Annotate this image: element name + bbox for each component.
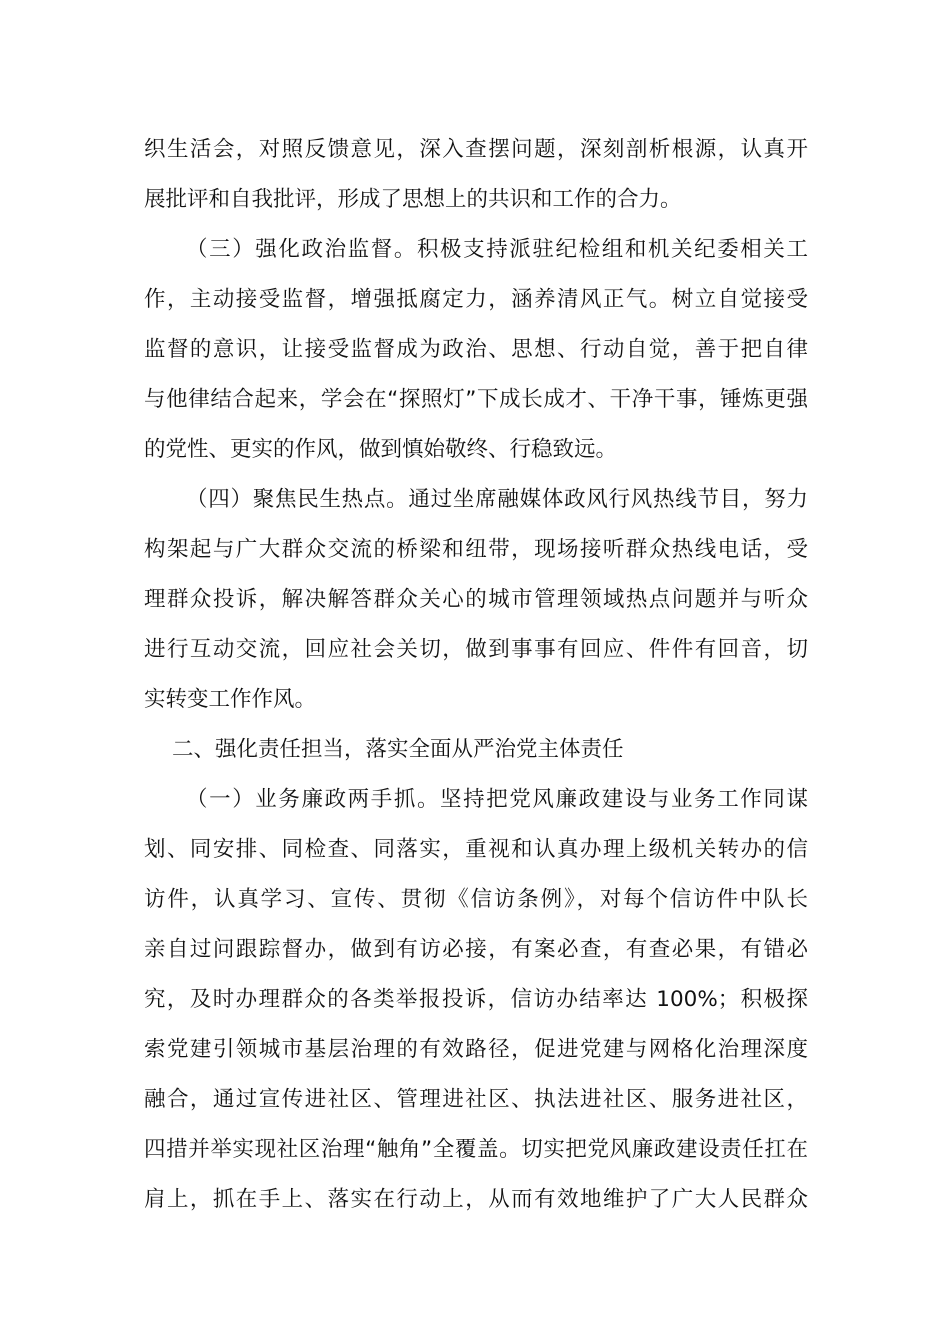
text-line-2: 展批评和自我批评，形成了思想上的共识和工作的合力。 <box>144 187 682 212</box>
text-line-12: 实转变工作作风。 <box>144 687 317 712</box>
text-line-4: 作，主动接受监督，增强抵腐定力，涵养清风正气。树立自觉接受 <box>144 287 808 312</box>
text-line-14: （一）业务廉政两手抓。坚持把党风廉政建设与业务工作同谋 <box>186 787 808 812</box>
text-line-7: 的党性、更实的作风，做到慎始敬终、行稳致远。 <box>144 437 618 462</box>
text-line-17: 亲自过问跟踪督办，做到有访必接，有案必查，有查必果，有错必 <box>144 937 808 962</box>
text-line-1: 织生活会，对照反馈意见，深入查摆问题，深刻剖析根源，认真开 <box>144 137 808 162</box>
text-line-22: 肩上，抓在手上、落实在行动上，从而有效地维护了广大人民群众 <box>144 1187 808 1212</box>
text-line-18: 究，及时办理群众的各类举报投诉，信访办结率达 100%；积极探 <box>144 987 808 1012</box>
text-line-8: （四）聚焦民生热点。通过坐席融媒体政风行风热线节目，努力 <box>186 487 808 512</box>
text-line-15: 划、同安排、同检查、同落实，重视和认真办理上级机关转办的信 <box>144 837 808 862</box>
text-line-19: 索党建引领城市基层治理的有效路径，促进党建与网格化治理深度 <box>144 1037 808 1062</box>
text-line-9: 构架起与广大群众交流的桥梁和纽带，现场接听群众热线电话，受 <box>144 537 808 562</box>
text-line-11: 进行互动交流，回应社会关切，做到事事有回应、件件有回音，切 <box>144 637 808 662</box>
text-line-3: （三）强化政治监督。积极支持派驻纪检组和机关纪委相关工 <box>186 237 808 262</box>
section-heading: 二、强化责任担当，落实全面从严治党主体责任 <box>172 737 624 762</box>
text-line-21: 四措并举实现社区治理“触角”全覆盖。切实把党风廉政建设责任扛在 <box>144 1137 808 1162</box>
text-line-20: 融合，通过宣传进社区、管理进社区、执法进社区、服务进社区， <box>144 1087 808 1112</box>
text-line-16: 访件，认真学习、宣传、贯彻《信访条例》，对每个信访件中队长 <box>144 887 808 912</box>
text-line-6: 与他律结合起来，学会在“探照灯”下成长成才、干净干事，锤炼更强 <box>144 387 808 412</box>
text-line-5: 监督的意识，让接受监督成为政治、思想、行动自觉，善于把自律 <box>144 337 808 362</box>
text-line-10: 理群众投诉，解决解答群众关心的城市管理领域热点问题并与听众 <box>144 587 808 612</box>
